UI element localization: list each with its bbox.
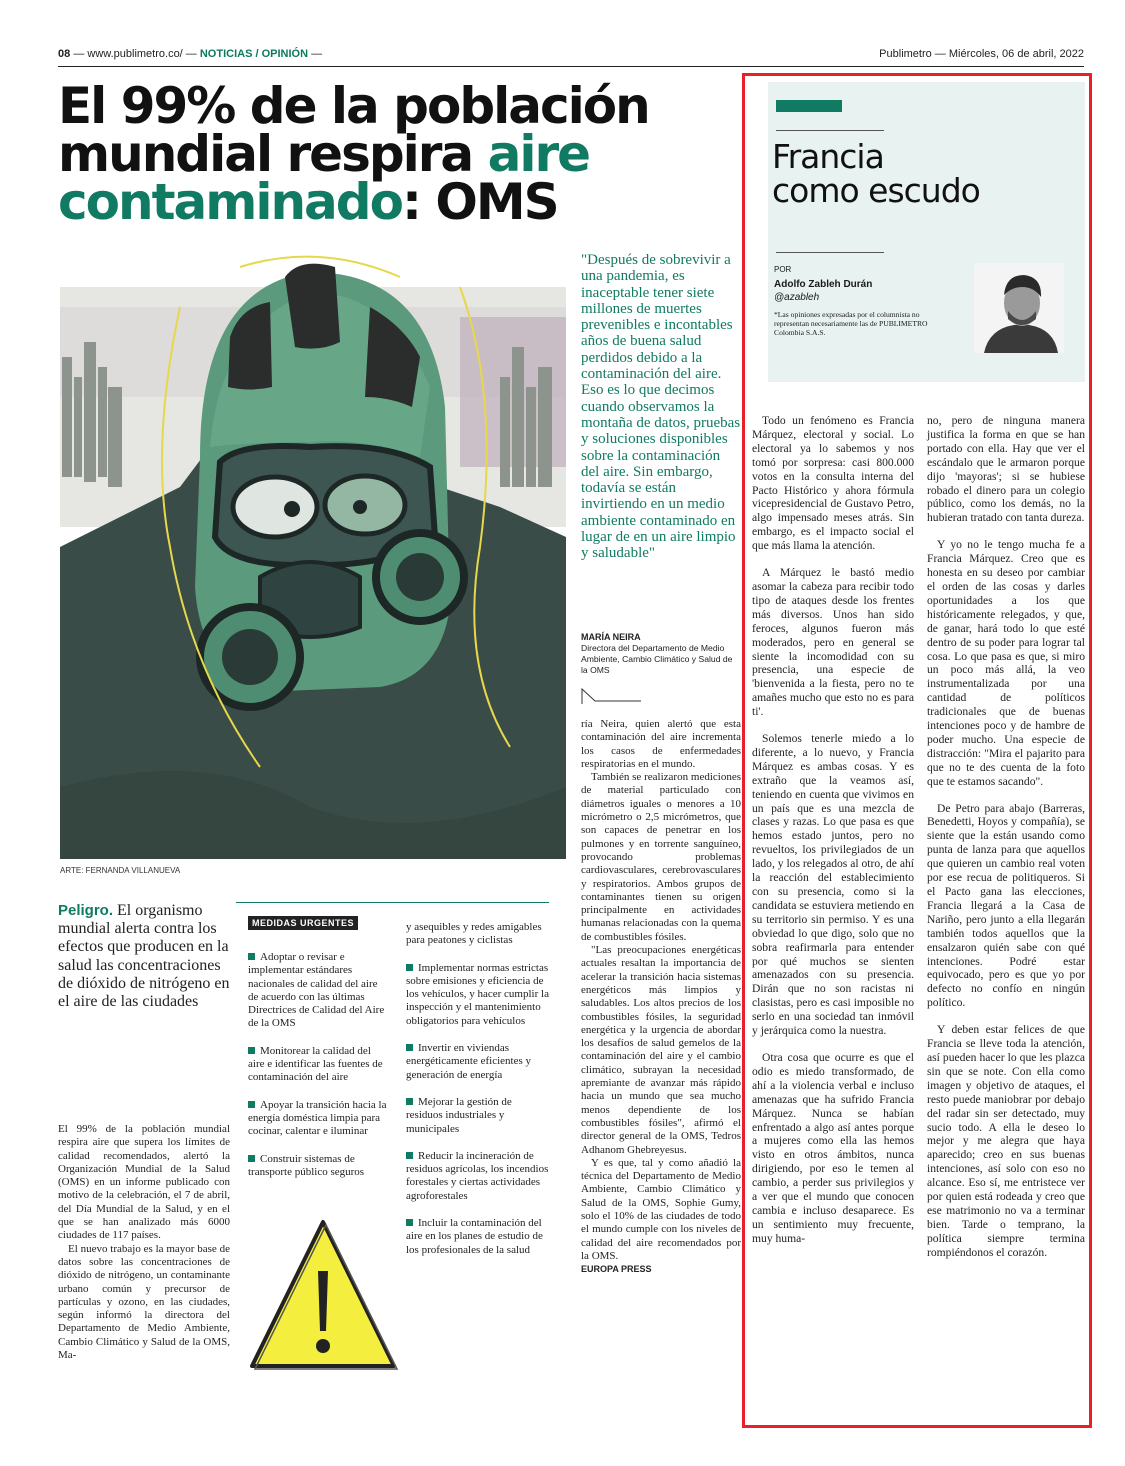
bullet-square-icon xyxy=(248,953,255,960)
bullet-square-icon xyxy=(248,1047,255,1054)
bullet-square-icon xyxy=(406,1044,413,1051)
divider xyxy=(776,130,884,131)
list-item xyxy=(406,1096,549,1136)
paragraph: Todo un fenómeno es Francia Márquez, electoral y social. Lo electoral ya lo sabemos y nos tomó por sorpresa: casi 800.000 votos en la consulta interna del Pacto Histórico y ahora fórmula vicepresidencial de Gustavo Petro, algo impensado meses atrás. Sin embargo, es el impacto social el que más llama la atención. xyxy=(752,414,914,553)
accent-bar xyxy=(776,100,842,112)
section-label: NOTICIAS / OPINIÓN xyxy=(199,48,309,60)
headline-highlight: contaminado xyxy=(58,173,402,231)
headline-line-3 xyxy=(58,173,698,231)
list-item xyxy=(406,1042,549,1082)
paragraph: El nuevo trabajo es la mayor base de datos sobre las concentraciones de dióxido de nitrógeno, un contaminante urbano común y precursor de partículas y ozono, en las ciudades, según informó la directora del Departamento de Medio Ambiente, Cambio Climático y Salud de la OMS, Ma- xyxy=(58,1242,230,1362)
bullet-square-icon xyxy=(406,1219,413,1226)
pull-quote: "Después de sobrevivir a una pandemia, es inaceptable tener siete millones de muertes prevenibles e incontables años de buena salud perdidos debido a la contaminación del aire. Eso es lo que decimos cuando observamos la montaña de datos, pruebas y soluciones disponibles sobre la contaminación del aire. Sin embargo, todavía se están invirtiendo en un medio ambiente contaminado en lugar de en un aire limpio y saludable" xyxy=(581,252,741,562)
article-body-col-3 xyxy=(581,718,741,1276)
paragraph: De Petro para abajo (Barreras, Benedetti, Hoyos y compañía), se siente que la están usando como punta de lanza para que aquellos que quieren un cambio real voten por ese recua de politiqueros. Si el Pacto gana las elecciones, Francia llegará a la Casa de Nariño, pero junto a ella llegarán también todos aquellos que la ensalzaron quién sabe con qué intenciones. Podré estar equivocado, pero es que yo por defecto no confío en ningún político. xyxy=(927,801,1085,1010)
paragraph: Y deben estar felices de que Francia se lleve toda la atención, así pueden hacer lo que les plazca sin que se note. Con ella como imagen y objetivo de ataques, el resto puede maniobrar por debajo del radar sin ser detectado, muy sucio todo. A ella le deseo lo mejor y me alegra que haya aparecido; creo en sus buenas intenciones, así solo con eso no alcance. Eso sí, me entristece ver por quien está rodeada y creo que ese matrimonio no va a terminar bien. Tarde o temprano, la política siempre termina rompiéndonos el corazón. xyxy=(927,1023,1085,1259)
headline-line-1: El 99% de la población xyxy=(58,77,649,135)
headline-line-2 xyxy=(58,125,698,183)
opinion-body-col-1 xyxy=(752,414,914,1246)
art-credit: ARTE: FERNANDA VILLANUEVA xyxy=(60,866,181,875)
box-left-column xyxy=(248,951,390,1193)
list-item-continuation: y asequibles y redes amigables para peatones y ciclistas xyxy=(406,921,542,947)
list-item xyxy=(248,1045,390,1085)
lede-text: El organismo mundial alerta contra los efectos que producen en la salud las concentraciones de dióxido de nitrógeno en el aire de las ciudades xyxy=(58,902,230,1011)
quote-pointer-icon xyxy=(581,685,641,705)
paragraph: ría Neira, quien alertó que esta contaminación del aire incrementa los casos de enfermedades respiratorias en el mundo. xyxy=(581,718,741,770)
site-url: — www.publimetro.co/ — xyxy=(73,48,197,60)
bullet-square-icon xyxy=(406,1098,413,1105)
quote-attribution xyxy=(581,632,741,676)
opinion-title xyxy=(772,137,980,210)
paragraph: Y es que, tal y como añadió la técnica del Departamento de Medio Ambiente, Cambio Climático y Salud de la OMS, Sophie Gumy, solo el 10% de las ciudades de todo el mundo cumple con los niveles de calidad del aire recomendados por la OMS. xyxy=(581,1156,741,1262)
box-right-column xyxy=(406,921,549,1271)
header-left xyxy=(58,48,322,60)
list-item-text: Invertir en viviendas energéticamente eficientes y generación de energía xyxy=(406,1042,532,1081)
byline-label: POR xyxy=(774,265,792,274)
quote-role: Directora del Departamento de Medio Ambiente, Cambio Climático y Salud de la OMS xyxy=(581,643,733,675)
opinion-title-line-1: Francia xyxy=(772,137,884,176)
article-source xyxy=(581,1263,741,1276)
bullet-square-icon xyxy=(248,1101,255,1108)
paragraph: Solemos tenerle miedo a lo diferente, a lo nuevo, y Francia Márquez es ambas cosas. Y es extraño que la veamos así, teniendo en cuenta que vivimos en un país que es una mezcla de clases y razas. Lo que pasa es que hemos estado juntos, pero no revueltos, los privilegiados de un lado, y los relegados al otro, de ahí la reacción del establecimiento con su presencia, como si la candidata se estuviera metiendo en su territorio sin permiso. Y es una obviedad lo que digo, solo que no sobra reafirmarla para entender por qué muchos se sienten amenazados con su presencia. Dirán que no son racistas ni clasistas, pero es casi imposible no serlo en una sociedad tan inmóvil y jerárquica como la nuestra. xyxy=(752,732,914,1038)
list-item-text: Reducir la incineración de residuos agrícolas, los incendios forestales y ciertas actividades agroforestales xyxy=(406,1149,549,1202)
disclaimer: *Las opiniones expresadas por el columnista no representan necesariamente las de PUBLIMETRO Colombia S.A.S. xyxy=(774,310,928,337)
list-item-text: Mejorar la gestión de residuos industriales y municipales xyxy=(406,1095,512,1135)
list-item xyxy=(406,1217,549,1257)
paragraph: El 99% de la población mundial respira aire que supera los límites de calidad recomendados, alertó la Organización Mundial de la Salud (OMS) en un informe publicado con motivo de la celebración, el 7 de abril, del Día Mundial de la Salud, y en el que se han analizado más 6000 ciudades de 117 países. xyxy=(58,1123,230,1242)
source-label: EUROPA PRESS xyxy=(581,1264,652,1275)
headline xyxy=(58,77,698,231)
list-item xyxy=(248,951,390,1031)
paragraph: "Las preocupaciones energéticas actuales resaltan la importancia de acelerar la transición hacia sistemas energéticos más limpios y saludables. Los altos precios de los combustibles fósiles, la seguridad energética y la urgencia de abordar los desafíos de salud gemelos de la contaminación del aire y el cambio climático, subrayan la necesidad apremiante de avanzar más rápido hacia un mundo que sea mucho menos dependiente de los combustibles fósiles", afirmó el director general de la OMS, Tedros Adhanom Ghebreyesus. xyxy=(581,944,741,1156)
header-date: Publimetro — Miércoles, 06 de abril, 2022 xyxy=(879,48,1084,60)
headline-part: : OMS xyxy=(401,173,558,231)
opinion-title-line-2: como escudo xyxy=(772,171,980,210)
opinion-header xyxy=(768,82,1085,382)
divider xyxy=(776,252,884,253)
headline-highlight: aire xyxy=(487,125,590,183)
list-item-text: Apoyar la transición hacia la energía doméstica limpia para cocinar, calentar e iluminar xyxy=(248,1098,387,1138)
list-item xyxy=(406,1150,549,1203)
lede-kicker: Peligro. xyxy=(58,902,114,919)
warning-sign-icon xyxy=(248,1216,398,1378)
opinion-body-col-2 xyxy=(927,414,1085,1260)
paragraph: Otra cosa que ocurre es que el odio es miedo transformado, de ahí a la violencia verbal e incluso amenazas que ha sufrido Francia Márquez. Nunca se habían enfrentado a algo así antes porque a mujeres como ella las hemos visto en otros ámbitos, nunca dirigiendo, por eso le temen al cambio, a perder sus privilegios y a ver que el mundo que conocen cambia e incluso desaparece. Es un sentimiento muy frecuente, muy huma- xyxy=(752,1050,914,1245)
list-item-text: Incluir la contaminación del aire en los planes de estudio de los profesionales de la salud xyxy=(406,1217,543,1256)
list-item-text: Construir sistemas de transporte público seguros xyxy=(248,1152,365,1178)
page-number: 08 xyxy=(58,48,71,60)
page-header xyxy=(58,48,1084,66)
author-name: Adolfo Zableh Durán xyxy=(774,279,873,290)
list-item xyxy=(248,1153,390,1180)
quote-author: MARÍA NEIRA xyxy=(581,632,641,642)
list-item xyxy=(248,1099,390,1139)
article-body-col-1 xyxy=(58,1123,230,1362)
paragraph: no, pero de ninguna manera justifica la forma en que se han portado con ella. Hay que ver el escándalo que le armaron porque dijo 'mayoras'; si se hubiese robado el dinero para un colegio público, como los demás, no la hubieran tratado con tanta dureza. xyxy=(927,414,1085,525)
header-rule xyxy=(58,66,1084,67)
author-photo xyxy=(974,263,1064,353)
bullet-square-icon xyxy=(406,964,413,971)
list-item-text: Monitorear la calidad del aire e identificar las fuentes de contaminación del aire xyxy=(248,1044,383,1084)
bullet-square-icon xyxy=(406,1152,413,1159)
list-item-text: Adoptar o revisar e implementar estándares nacionales de calidad del aire de acuerdo con las últimas Directrices de Calidad del Aire de la OMS xyxy=(248,951,385,1030)
list-item xyxy=(406,962,549,1028)
box-title: MEDIDAS URGENTES xyxy=(248,916,358,930)
bullet-square-icon xyxy=(248,1155,255,1162)
lede xyxy=(58,902,230,1011)
author-handle: @azableh xyxy=(774,292,820,303)
paragraph: A Márquez le bastó medio asomar la cabeza para recibir todo tipo de ataques desde los frentes más diversos. Unos han sido feroces, algunos fueron más moderados, pero en general se siente la incomodidad con su presencia, una especie de 'bienvenida a la fiesta, pero no te amañes mucho que esto no es para ti'. xyxy=(752,566,914,719)
list-item-text: Implementar normas estrictas sobre emisiones y eficiencia de los vehículos, y hacer cumplir la inspección y el mantenimiento obligatorios para vehículos xyxy=(406,961,549,1027)
headline-part: mundial respira xyxy=(58,125,488,183)
header-dash: — xyxy=(311,48,323,60)
paragraph: También se realizaron mediciones de material particulado con diámetros iguales o menores a 10 micrómetro o 2,5 micrómetros, que son capaces de penetrar en los pulmones y en torrente sanguíneo, provocando problemas cardiovasculares, cerebrovasculares y respiratorios. Ambos grupos de contaminantes tienen su origen principalmente en actividades humanas relacionadas con la quema de combustibles fósiles. xyxy=(581,771,741,943)
gas-mask-illustration xyxy=(60,247,566,859)
paragraph: Y yo no le tengo mucha fe a Francia Márquez. Creo que es honesta en su deseo por cambiar el orden de las cosas y darles oportunidades a los que históricamente relegados, y que, de ganar, hará todo lo que esté dentro de su poder para lograr tal cosa. Lo que pasa es que, si miro un poco más allá, la veo instrumentalizada por una cantidad de políticos tradicionales que de buenas intenciones poco y de hambre de poder mucho. Una especie de distracción: "Mira el pajarito para que no te des cuenta de la foto que te estamos sacando". xyxy=(927,538,1085,788)
